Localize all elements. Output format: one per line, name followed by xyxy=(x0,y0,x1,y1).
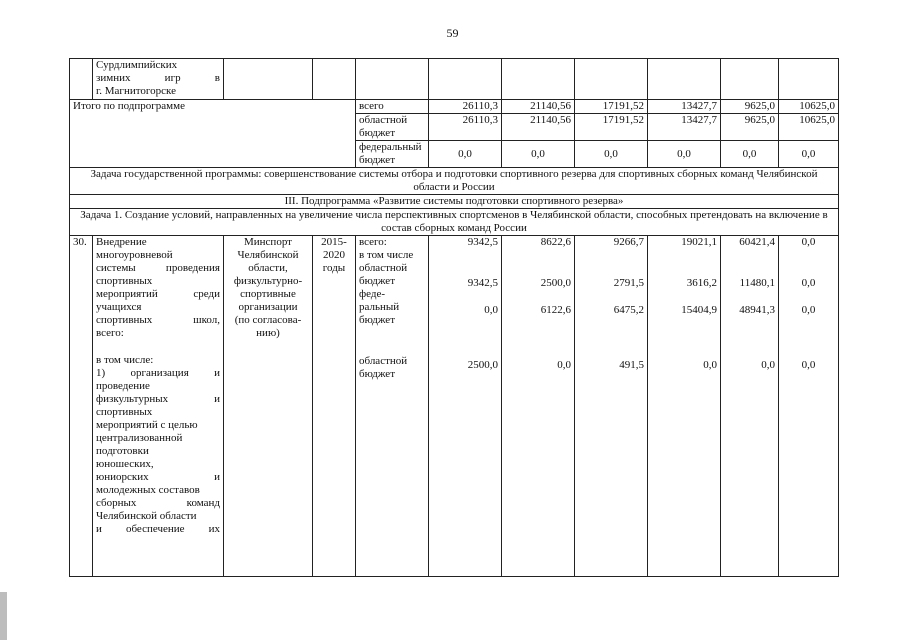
executor-line: Минспорт xyxy=(244,236,292,248)
value-cell: 2500,0 xyxy=(467,359,498,371)
source-line: всего: xyxy=(359,236,387,248)
name-line: спортивных школ, xyxy=(96,314,220,326)
value-column xyxy=(779,236,839,577)
source-cell: федеральный бюджет xyxy=(356,141,429,168)
value-cell: 0,0 xyxy=(761,359,775,371)
name-line: мероприятий среди xyxy=(96,288,220,300)
totals-label: Итого по подпрограмме xyxy=(70,100,356,168)
executor-line: области, xyxy=(248,262,288,274)
value-cell: 9625,0 xyxy=(721,114,779,141)
scan-edge-shadow xyxy=(0,592,7,640)
value-cell: 15404,9 xyxy=(681,304,717,316)
row-number: 30. xyxy=(70,236,93,577)
period-line: 2015- xyxy=(321,236,347,248)
sub-name-line: мероприятий с целью xyxy=(96,419,198,431)
sub-name-line: централизованной xyxy=(96,432,183,444)
value-cell: 19021,1 xyxy=(681,236,717,248)
sub-name-line: юношеских, xyxy=(96,458,154,470)
value-column xyxy=(648,236,721,577)
executor-line: Челябинской xyxy=(237,249,299,261)
period-line: годы xyxy=(322,262,346,274)
sub-name-line: Челябинской области xyxy=(96,510,197,522)
sub-source-line: бюджет xyxy=(359,368,395,380)
source-cell: всего xyxy=(356,100,429,114)
source-line: в том числе xyxy=(359,249,414,261)
value-cell: 60421,4 xyxy=(739,236,775,248)
executor-line: спортивные xyxy=(240,288,296,300)
totals-row xyxy=(70,100,839,114)
name-line: спортивных xyxy=(96,275,153,287)
value-cell: 9266,7 xyxy=(613,236,644,248)
value-cell: 0,0 xyxy=(779,141,839,168)
value-cell: 10625,0 xyxy=(779,114,839,141)
source-cell: областной бюджет xyxy=(356,114,429,141)
value-cell: 0,0 xyxy=(429,141,502,168)
value-cell: 0,0 xyxy=(703,359,717,371)
source-line: бюджет xyxy=(359,314,395,326)
value-cell: 17191,52 xyxy=(575,100,648,114)
sub-name-line: спортивных xyxy=(96,406,153,418)
executor-line: физкультурно- xyxy=(233,275,303,287)
sub-name-line: подготовки xyxy=(96,445,149,457)
value-cell: 0,0 xyxy=(557,359,571,371)
value-column xyxy=(502,236,575,577)
value-cell: 48941,3 xyxy=(739,304,775,316)
value-column xyxy=(575,236,648,577)
source-line: областной xyxy=(359,262,408,274)
source-line: бюджет xyxy=(359,275,395,287)
value-cell: 3616,2 xyxy=(686,277,717,289)
value-cell: 13427,7 xyxy=(648,100,721,114)
sub-name-line: проведение xyxy=(96,380,150,392)
top-name-line: зимних игр в xyxy=(96,72,220,84)
value-cell: 0,0 xyxy=(801,236,816,248)
value-cell: 0,0 xyxy=(801,304,816,316)
source-line: феде- xyxy=(359,288,386,300)
sub-source-line: областной xyxy=(359,355,408,367)
value-cell: 21140,56 xyxy=(502,100,575,114)
sub-name-line: физкультурных и xyxy=(96,393,220,405)
value-cell: 8622,6 xyxy=(540,236,571,248)
budget-table xyxy=(69,58,839,577)
value-cell: 6475,2 xyxy=(613,304,644,316)
value-cell: 491,5 xyxy=(619,359,644,371)
executor-line: организации xyxy=(238,301,298,313)
table-row-30 xyxy=(70,236,839,577)
value-cell: 2791,5 xyxy=(613,277,644,289)
subprogram-row xyxy=(70,195,839,209)
value-cell: 21140,56 xyxy=(502,114,575,141)
top-name-line: г. Магнитогорске xyxy=(96,85,176,97)
value-cell: 0,0 xyxy=(801,359,816,371)
name-line: многоуровневой xyxy=(96,249,173,261)
row-top-continuation xyxy=(70,59,839,100)
state-task-row xyxy=(70,168,839,195)
value-column xyxy=(721,236,779,577)
source-line: ральный xyxy=(359,301,400,313)
name-line: системы проведения xyxy=(96,262,220,274)
value-cell: 9342,5 xyxy=(467,236,498,248)
name-line: Внедрение xyxy=(96,236,147,248)
state-task: Задача государственной программы: совершенствование системы отбора и подготовки спортивного резерва для спортивных сборных команд Челябинской области и России xyxy=(70,168,839,195)
subprogram-title: III. Подпрограмма «Развитие системы подготовки спортивного резерва» xyxy=(70,195,839,209)
sub-name-line: и обеспечение их xyxy=(96,523,220,535)
value-cell: 0,0 xyxy=(575,141,648,168)
value-cell: 11480,1 xyxy=(739,277,775,289)
page-number: 59 xyxy=(446,26,459,40)
top-name-line: Сурдлимпийских xyxy=(96,59,178,71)
executor-line: нию) xyxy=(256,327,280,339)
sub-name-line: 1) организация и xyxy=(96,367,220,379)
value-cell: 9625,0 xyxy=(721,100,779,114)
sub-name-line: молодежных составов xyxy=(96,484,200,496)
executor-line: (по согласова- xyxy=(234,314,302,326)
value-cell: 2500,0 xyxy=(540,277,571,289)
task-row xyxy=(70,209,839,236)
value-cell: 13427,7 xyxy=(648,114,721,141)
value-cell: 0,0 xyxy=(648,141,721,168)
value-cell: 0,0 xyxy=(484,304,498,316)
value-column xyxy=(429,236,502,577)
sub-name-line: юниорских и xyxy=(96,471,220,483)
sub-name-line: сборных команд xyxy=(96,497,220,509)
task-1: Задача 1. Создание условий, направленных на увеличение числа перспективных спортсменов в Челябинской области, способных претендовать на включение в состав сборных команд России xyxy=(70,209,839,236)
value-cell: 0,0 xyxy=(721,141,779,168)
value-cell: 9342,5 xyxy=(467,277,498,289)
value-cell: 0,0 xyxy=(502,141,575,168)
value-cell: 0,0 xyxy=(801,277,816,289)
including-label: в том числе: xyxy=(96,354,154,366)
period-line: 2020 xyxy=(323,249,345,261)
value-cell: 6122,6 xyxy=(540,304,571,316)
value-cell: 26110,3 xyxy=(429,100,502,114)
value-cell: 26110,3 xyxy=(429,114,502,141)
name-line: учащихся xyxy=(96,301,142,313)
value-cell: 17191,52 xyxy=(575,114,648,141)
name-line: всего: xyxy=(96,327,124,339)
value-cell: 10625,0 xyxy=(779,100,839,114)
